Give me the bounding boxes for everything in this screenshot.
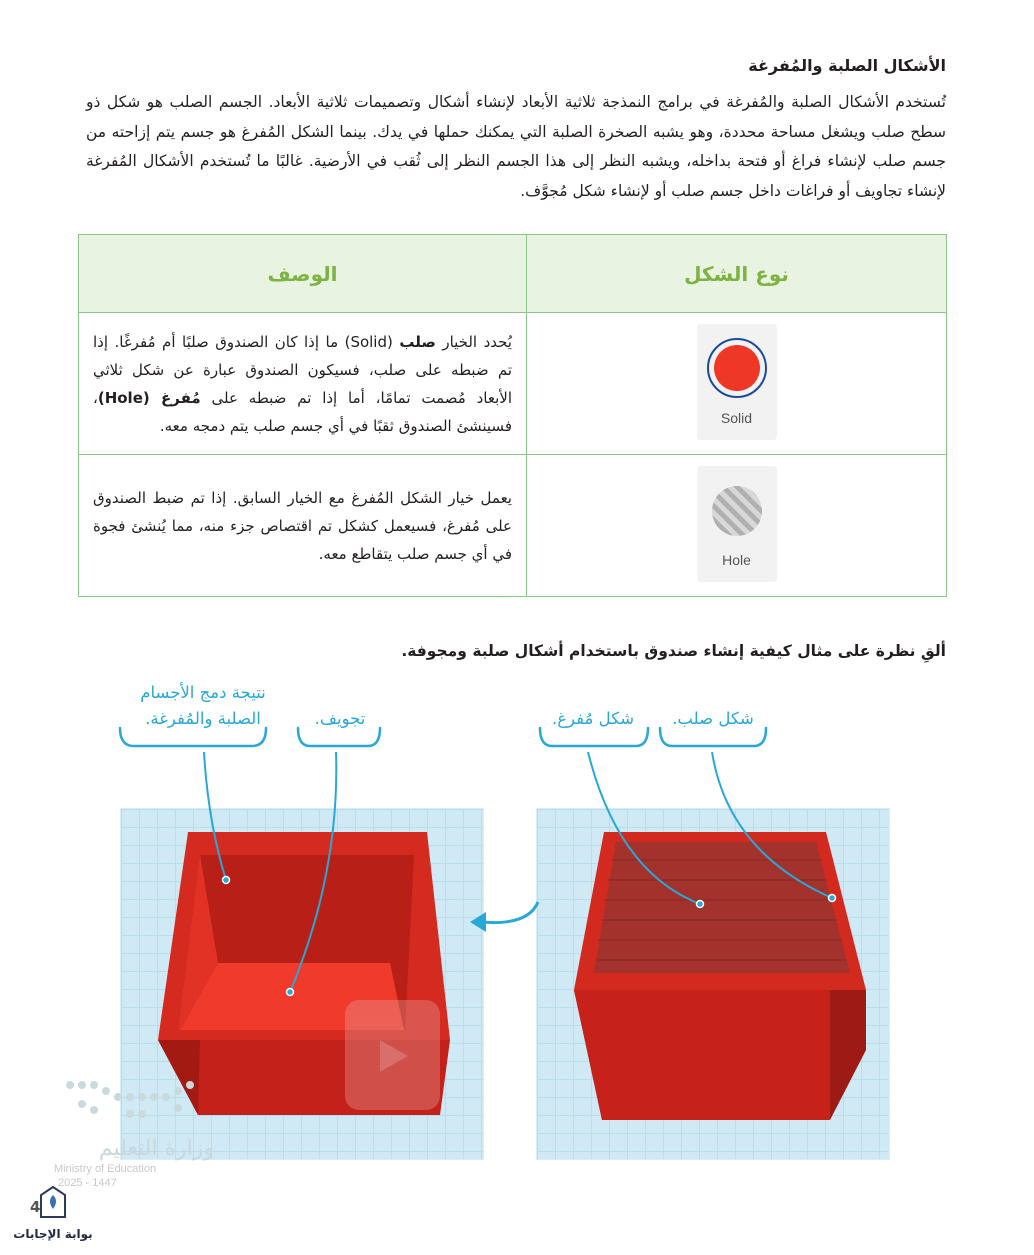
desc-text: يُحدد الخيار (435, 332, 512, 351)
site-badge (8, 1185, 98, 1241)
page-number: 4 (30, 1198, 41, 1216)
solid-label: Solid (720, 409, 753, 426)
desc-bold: صلب (399, 332, 436, 351)
site-name: بوابة الإجابات (13, 1227, 93, 1241)
bracket-merge (120, 728, 266, 746)
intro-paragraph: تُستخدم الأشكال الصلبة والمُفرغة في برامج النمذجة ثلاثية الأبعاد لإنشاء أشكال وتصميمات ثلاثية الأبعاد. الجسم الصلب هو شكل ذو سطح صلب ويشغل مساحة محددة، وهو يشبه الصخرة الصلبة التي يمكنك حملها في يدك. بينما الشكل المُفرغ هو جسم يتم إزاحته من جسم صلب لإنشاء فراغ أو فتحة بداخله، ويشبه النظر إلى هذا الجسم النظر إلى ثُقب في الأرضية. غالبًا ما تُستخدم الأشكال المُفرغة لإنشاء تجاويف أو فراغات داخل جسم صلب أو لإنشاء شكل مُجوَّف. (86, 93, 946, 200)
callout-cavity: تجويف. (314, 709, 366, 728)
col-header-shape-type: نوع الشكل (527, 235, 947, 313)
arrow-head-icon (470, 912, 486, 932)
example-heading: ألقِ نظرة على مثال كيفية إنشاء صندوق باستخدام أشكال صلبة ومجوفة. (401, 642, 946, 660)
ministry-logo-icon (66, 1081, 194, 1118)
bracket-solid (660, 728, 766, 746)
ministry-logo (54, 1136, 214, 1190)
bracket-hole (540, 728, 648, 746)
watermark-logo (345, 1000, 440, 1110)
callout-solid-shape: شكل صلب. (672, 709, 754, 728)
bracket-cavity (298, 728, 380, 746)
desc-text: (Solid) ما إذا كان الصندوق صلبًا أم مُفرغًا. إذا تم ضبطه على صلب، فسيكون الصندوق عبارة عن شكل ثلاثي الأبعاد مُصمت تمامًا، أما إذا تم ضبطه على (93, 332, 512, 407)
hole-label: Hole (722, 551, 751, 568)
col-header-description: الوصف (79, 235, 527, 313)
solid-box-model (574, 832, 866, 1120)
ministry-name-ar: وزارة التعليم (98, 1136, 214, 1161)
section-title: الأشكال الصلبة والمُفرغة (748, 56, 946, 75)
callout-hole-shape: شكل مُفرغ. (551, 709, 635, 728)
desc-bold: مُفرغ (Hole) (97, 388, 201, 407)
desc-text: ، فسينشئ الصندوق ثقبًا في أي جسم صلب يتم دمجه معه. (93, 388, 512, 435)
hole-description: يعمل خيار الشكل المُفرغ مع الخيار السابق. إذا تم ضبط الصندوق على مُفرغ، فسيعمل كشكل تم اقتصاص جزء منه، مما يُنشئ فجوة في أي جسم صلب يتقاطع معه. (79, 455, 527, 597)
ministry-name-en: Ministry of Education (54, 1163, 157, 1175)
ministry-year: 2025 - 1447 (58, 1177, 117, 1189)
transform-arrow (482, 902, 538, 923)
callout-merge-result: نتيجة دمج الأجسام الصلبة والمُفرغة. (140, 683, 266, 728)
